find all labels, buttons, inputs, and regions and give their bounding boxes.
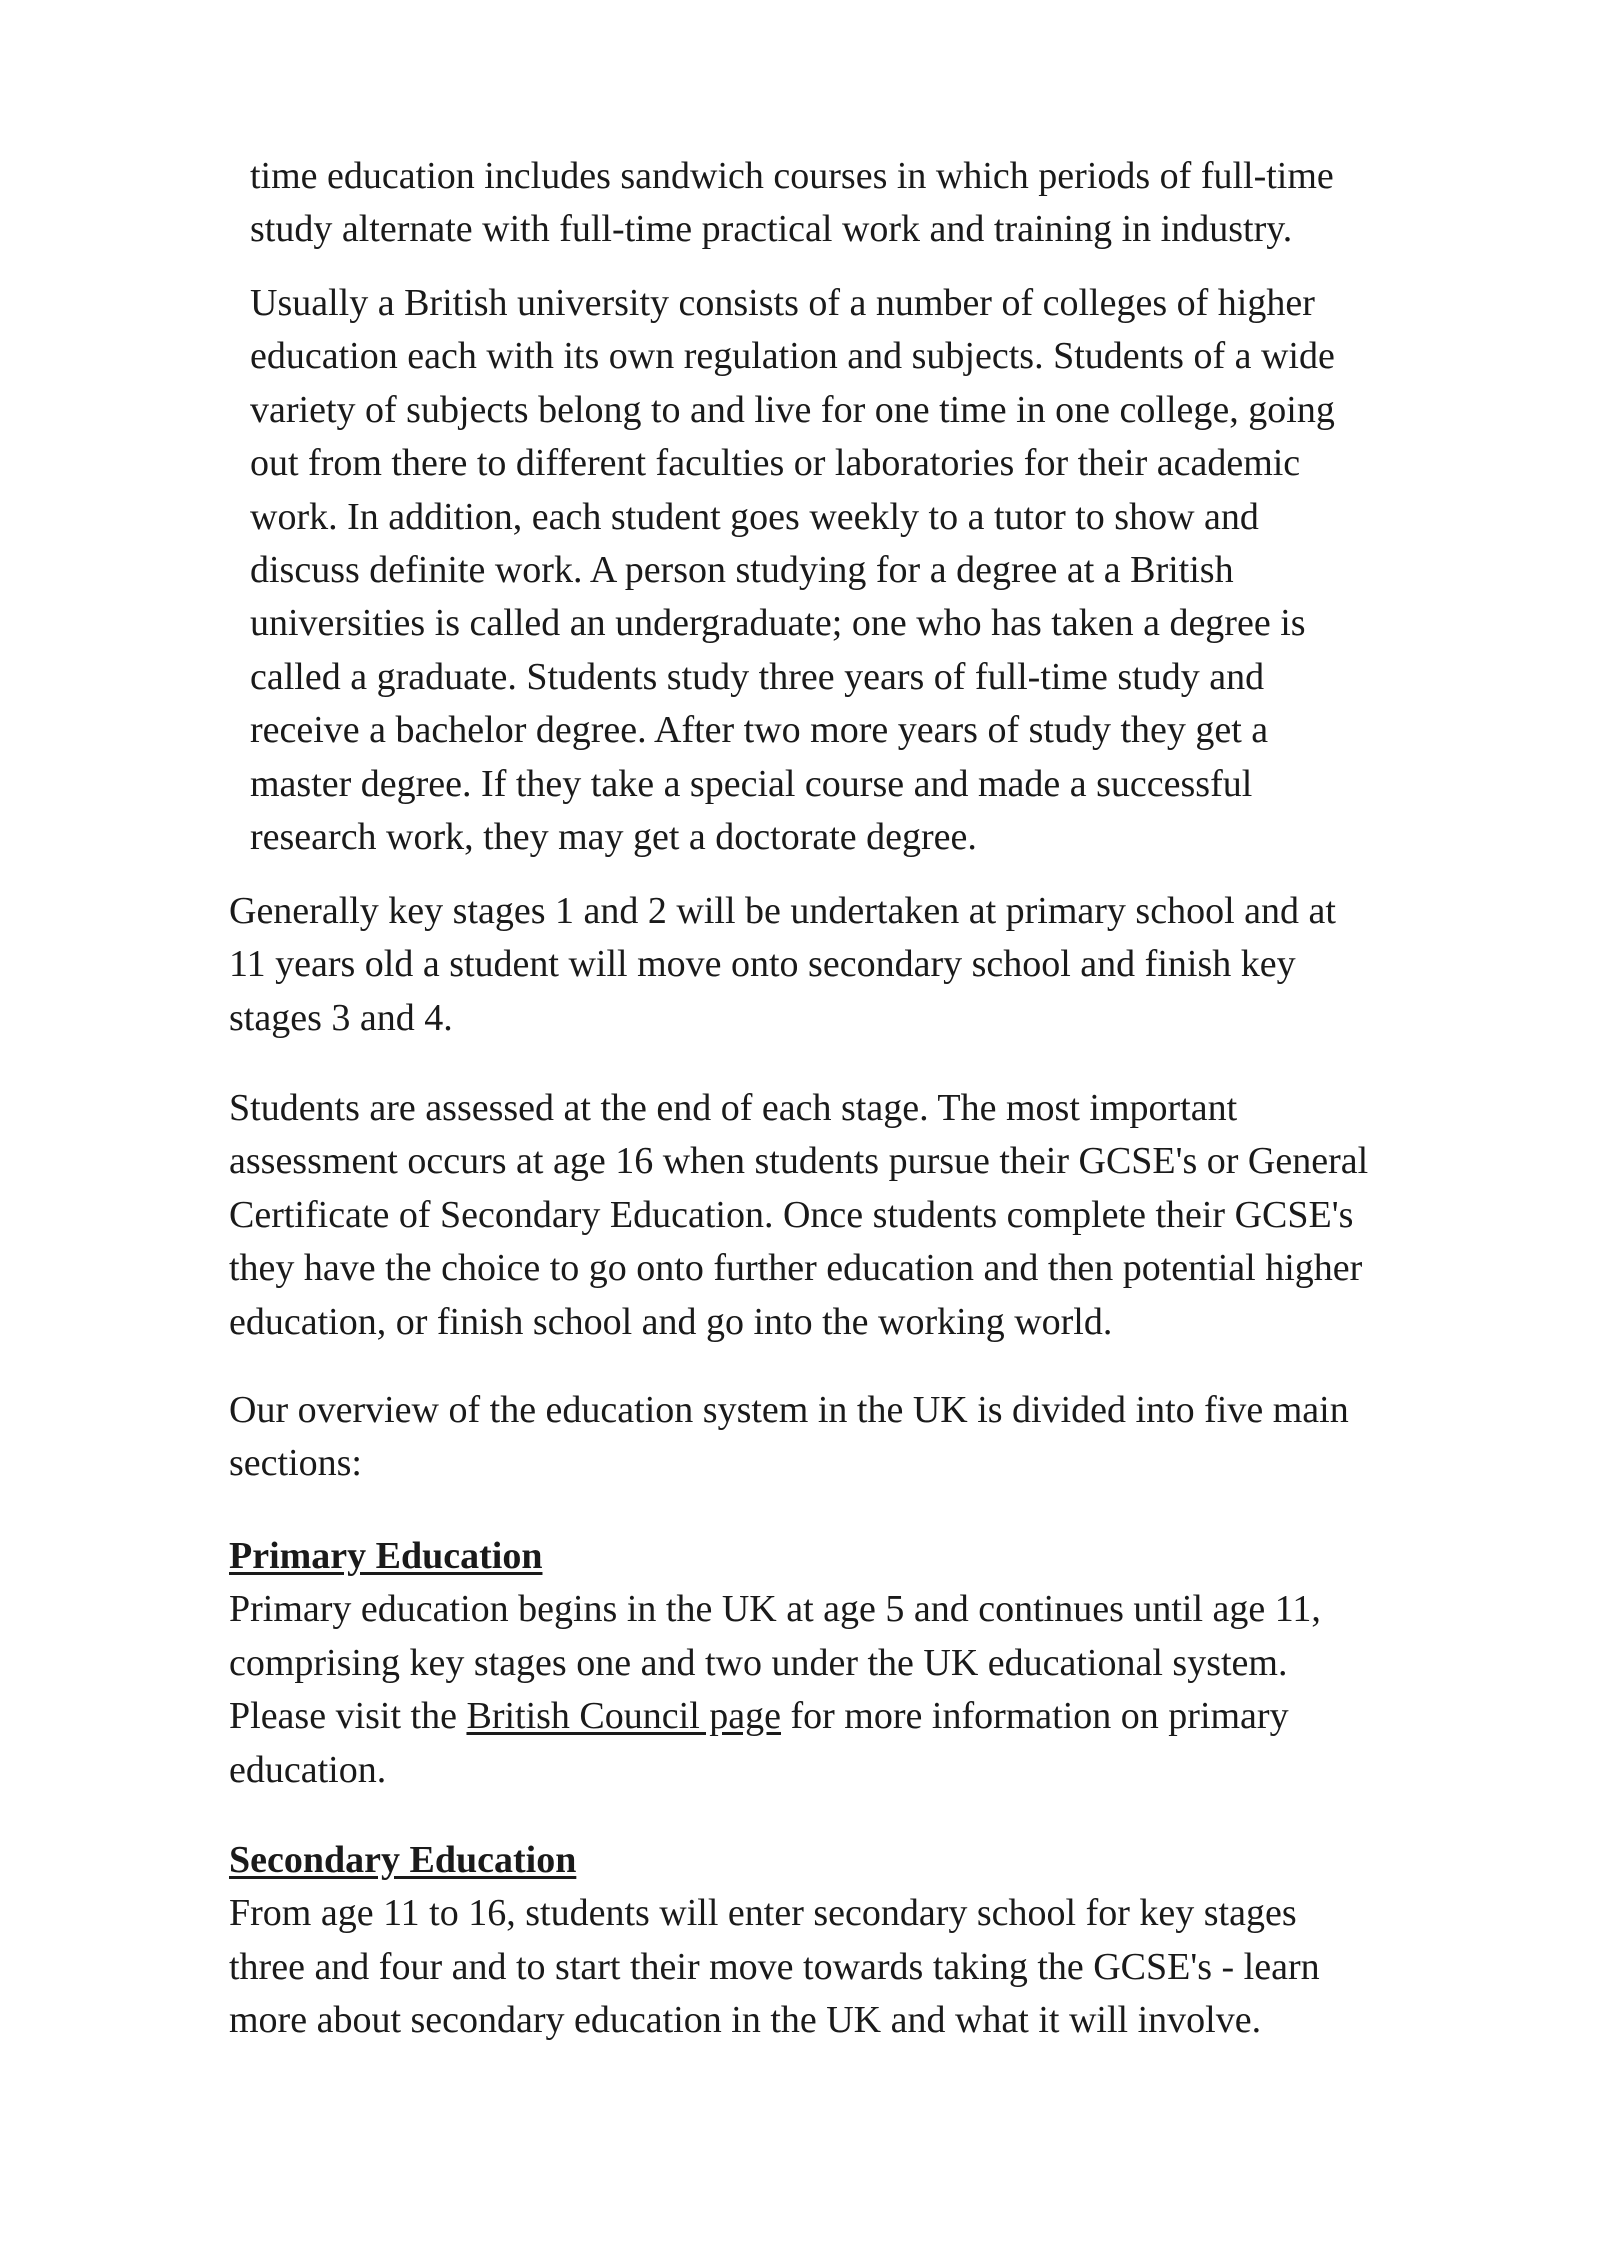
text-line: assessment occurs at age 16 when students pursue their GCSE's or General — [229, 1140, 1369, 1183]
primary-education-section — [229, 1530, 1321, 1797]
primary-education-heading: Primary Education — [229, 1535, 543, 1577]
text-line: three and four and to start their move towards taking the GCSE's - learn — [229, 1945, 1320, 1988]
british-council-link[interactable]: British Council page — [466, 1695, 781, 1738]
text-line: receive a bachelor degree. After two more years of study they get a — [250, 709, 1269, 752]
text-line: 11 years old a student will move onto secondary school and finish key — [229, 943, 1296, 986]
secondary-education-heading: Secondary Education — [229, 1839, 577, 1881]
text-line: From age 11 to 16, students will enter secondary school for key stages — [229, 1892, 1297, 1935]
text-line: out from there to different faculties or laboratories for their academic — [250, 442, 1301, 485]
text-line: stages 3 and 4. — [229, 996, 453, 1039]
text-line: called a graduate. Students study three years of full-time study and — [250, 655, 1265, 698]
text-line: Students are assessed at the end of each stage. The most important — [229, 1087, 1238, 1129]
text-line: variety of subjects belong to and live for one time in one college, going — [250, 388, 1335, 431]
text-line: they have the choice to go onto further education and then potential higher — [229, 1247, 1363, 1290]
text-line: Generally key stages 1 and 2 will be undertaken at primary school and at — [229, 890, 1336, 932]
assessment-paragraph — [229, 1082, 1368, 1349]
text-line: Certificate of Secondary Education. Once students complete their GCSE's — [229, 1193, 1354, 1236]
text-line: education, or finish school and go into the working world. — [229, 1300, 1113, 1343]
text-fragment: for more information on primary — [781, 1695, 1289, 1738]
text-line: study alternate with full-time practical work and training in industry. — [250, 208, 1293, 251]
text-line: discuss definite work. A person studying for a degree at a British — [250, 549, 1234, 592]
text-line: comprising key stages one and two under the UK educational system. — [229, 1641, 1288, 1684]
university-paragraph — [250, 277, 1335, 864]
text-line: time education includes sandwich courses in which periods of full-time — [250, 155, 1334, 197]
text-line: research work, they may get a doctorate degree. — [250, 816, 977, 859]
text-line: Primary education begins in the UK at age 5 and continues until age 11, — [229, 1588, 1321, 1631]
text-line: education. — [229, 1748, 387, 1791]
text-line: more about secondary education in the UK and what it will involve. — [229, 1999, 1262, 2042]
text-line: education each with its own regulation and subjects. Students of a wide — [250, 335, 1335, 378]
overview-paragraph — [229, 1384, 1349, 1491]
continuation-paragraph — [250, 150, 1334, 257]
key-stages-paragraph — [229, 885, 1336, 1045]
text-line — [229, 1690, 1321, 1743]
text-line: master degree. If they take a special course and made a successful — [250, 762, 1253, 805]
secondary-education-section — [229, 1834, 1320, 2048]
text-line: sections: — [229, 1442, 362, 1485]
text-line: work. In addition, each student goes weekly to a tutor to show and — [250, 495, 1259, 538]
text-line: Usually a British university consists of a number of colleges of higher — [250, 282, 1315, 324]
text-fragment: Please visit the — [229, 1695, 467, 1738]
text-line: universities is called an undergraduate; one who has taken a degree is — [250, 602, 1306, 645]
text-line: Our overview of the education system in the UK is divided into five main — [229, 1389, 1349, 1431]
